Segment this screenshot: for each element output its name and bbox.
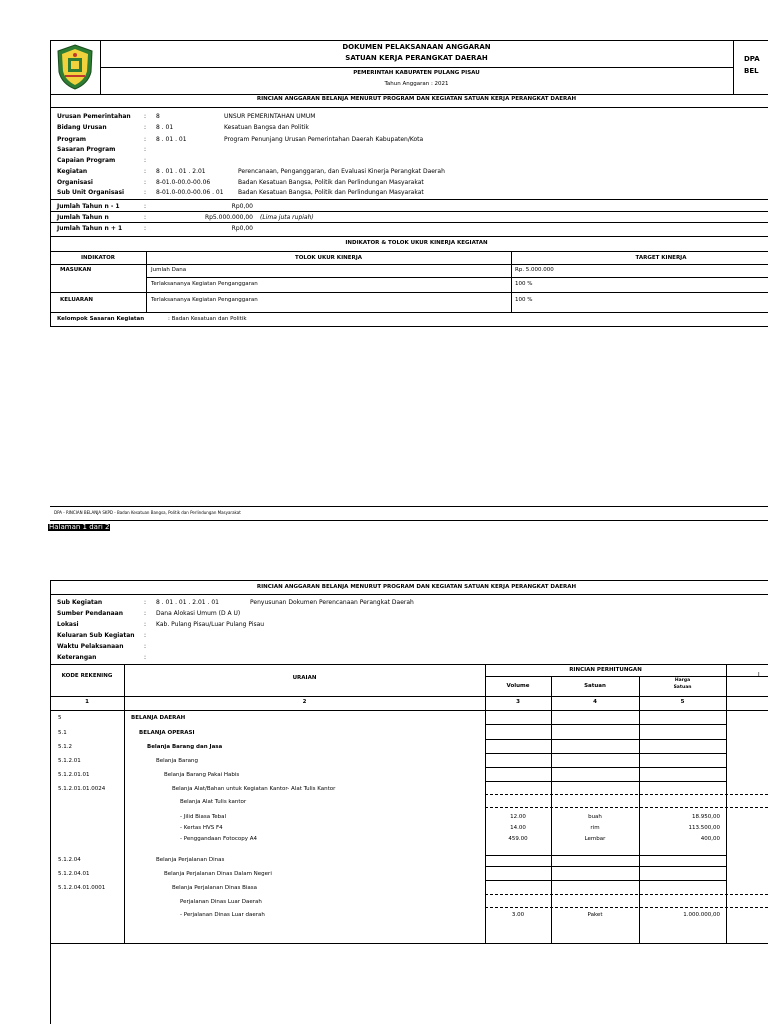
item-harga: 400,00 (700, 836, 720, 842)
colon: : (144, 113, 147, 120)
col-num-3: 3 (516, 699, 520, 705)
info-label: Organisasi (57, 179, 93, 186)
doc-code-label-2: BEL (744, 67, 759, 75)
colon: : (144, 599, 147, 606)
table-row-kode: 5.1.2.01 (58, 758, 81, 764)
info-desc: Perencanaan, Penganggaran, dan Evaluasi Kinerja Perangkat Daerah (238, 168, 445, 175)
masukan-label: MASUKAN (60, 267, 92, 273)
table-row-uraian: Belanja Alat Tulis kantor (180, 799, 247, 805)
col-harga-satuan: Satuan (673, 685, 692, 690)
info-label: Waktu Pelaksanaan (57, 643, 124, 650)
info-label: Sub Unit Organisasi (57, 189, 125, 196)
table-row-uraian: Belanja Perjalanan Dinas (156, 857, 225, 863)
jumlah-label: Jumlah Tahun n - 1 (57, 203, 120, 210)
info-desc: Penyusunan Dokumen Perencanaan Perangkat Daerah (250, 599, 414, 606)
col-tolok-ukur: TOLOK UKUR KINERJA (294, 255, 363, 261)
item-volume: 14.00 (510, 825, 526, 831)
col-num-1: 1 (85, 699, 89, 705)
rincian-title-2: RINCIAN ANGGARAN BELANJA MENURUT PROGRAM DAN KEGIATAN SATUAN KERJA PERANGKAT DAERAH (256, 584, 577, 590)
table-row-kode: 5.1.2.04 (58, 857, 81, 863)
jumlah-value: Rp0,00 (231, 203, 253, 210)
colon: : (144, 168, 147, 175)
info-code: 8 . 01 . 01 . 2.01 . 01 (156, 599, 219, 606)
table-row-uraian: BELANJA DAERAH (131, 715, 186, 721)
colon: : (144, 610, 147, 617)
info-code: 8-01.0-00.0-00.06 . 01 (156, 189, 224, 196)
col-num-4: 4 (593, 699, 597, 705)
item-volume: 3.00 (511, 912, 525, 918)
info-desc: Badan Kesatuan Bangsa, Politik dan Perlindungan Masyarakat (238, 179, 424, 186)
table-row-uraian: BELANJA OPERASI (139, 730, 195, 736)
info-label: Sumber Pendanaan (57, 610, 123, 617)
table-row-kode: 5.1.2 (58, 744, 72, 750)
info-desc: Program Penunjang Urusan Pemerintahan Daerah Kabupaten/Kota (224, 136, 424, 143)
tolok-ukur: Terlaksananya Kegiatan Penganggaran (151, 281, 258, 287)
colon: : (144, 179, 147, 186)
target-kinerja: 100 % (515, 281, 533, 287)
info-code: 8-01.0-00.0-00.06 (156, 179, 211, 186)
info-label: Sub Kegiatan (57, 599, 103, 606)
doc-title-1: DOKUMEN PELAKSANAAN ANGGARAN (342, 43, 491, 51)
col-volume: Volume (506, 683, 530, 689)
info-label: Urusan Pemerintahan (57, 113, 131, 120)
item-harga: 18.950,00 (692, 814, 720, 820)
table-row-kode: 5.1.2.04.01.0001 (58, 885, 106, 891)
colon: : (144, 157, 147, 164)
indikator-title: INDIKATOR & TOLOK UKUR KINERJA KEGIATAN (345, 240, 488, 246)
info-code: Kab. Pulang Pisau/Luar Pulang Pisau (156, 621, 265, 628)
colon: : (144, 654, 147, 661)
colon: : (144, 214, 147, 221)
target-kinerja: 100 % (515, 297, 533, 303)
colon: : (144, 643, 147, 650)
jumlah-value: Rp5.000.000,00 (204, 214, 253, 221)
item-satuan: buah (588, 814, 602, 820)
jumlah-label: Jumlah Tahun n + 1 (57, 225, 123, 232)
page-number: Halaman 1 dari 2 (49, 523, 110, 531)
kelompok-sasaran-label: Kelompok Sasaran Kegiatan (57, 316, 145, 322)
col-jumlah-partial: J (758, 672, 760, 678)
item-satuan: rim (590, 825, 600, 831)
item-harga: 1.000.000,00 (683, 912, 720, 918)
table-row-uraian: Belanja Barang (156, 758, 198, 764)
table-row-uraian: Belanja Perjalanan Dinas Biasa (172, 885, 257, 891)
doc-title-2: SATUAN KERJA PERANGKAT DAERAH (345, 54, 488, 62)
table-row-kode: 5.1.2.04.01 (58, 871, 90, 877)
col-uraian: URAIAN (292, 675, 317, 681)
info-desc: Badan Kesatuan Bangsa, Politik dan Perlindungan Masyarakat (238, 189, 424, 196)
pemerintah-label: PEMERINTAH KABUPATEN PULANG PISAU (353, 70, 480, 76)
table-row-uraian: Belanja Perjalanan Dinas Dalam Negeri (164, 871, 272, 877)
colon: : (144, 225, 147, 232)
jumlah-label: Jumlah Tahun n (57, 214, 109, 221)
doc-code-label: DPA (744, 55, 760, 63)
col-rincian-perhitungan: RINCIAN PERHITUNGAN (569, 667, 642, 673)
colon: : (144, 621, 147, 628)
item-uraian: - Kertas HVS F4 (180, 825, 223, 831)
info-code: 8 . 01 . 01 (156, 136, 187, 143)
jumlah-terbilang: (Lima juta rupiah) (260, 214, 314, 221)
col-num-5: 5 (680, 699, 685, 705)
item-volume: 12.00 (510, 814, 526, 820)
table-row-kode: 5.1.2.01.01 (58, 772, 90, 778)
info-label: Bidang Urusan (57, 124, 107, 131)
info-label: Lokasi (57, 621, 79, 628)
table-row-uraian: Belanja Alat/Bahan untuk Kegiatan Kantor- Alat Tulis Kantor (172, 786, 336, 792)
info-desc: Kesatuan Bangsa dan Politik (224, 124, 309, 131)
rincian-title: RINCIAN ANGGARAN BELANJA MENURUT PROGRAM DAN KEGIATAN SATUAN KERJA PERANGKAT DAERAH (256, 96, 577, 102)
colon: : (144, 146, 147, 153)
col-satuan: Satuan (584, 683, 606, 689)
keluaran-label: KELUARAN (60, 297, 93, 303)
info-code: 8 . 01 . 01 . 2.01 (156, 168, 206, 175)
page-footer-text: DPA - RINCIAN BELANJA SKPD - Badan Kesatuan Bangsa, Politik dan Perlindungan Masyarakat (54, 510, 241, 515)
col-indikator: INDIKATOR (80, 255, 115, 261)
col-kode-rekening: KODE REKENING (61, 673, 113, 679)
item-volume: 459.00 (508, 836, 528, 842)
kelompok-sasaran-value: : Badan Kesatuan dan Politik (168, 316, 247, 322)
item-satuan: Paket (587, 912, 603, 918)
item-harga: 113.500,00 (688, 825, 720, 831)
tahun-anggaran: Tahun Anggaran : 2021 (384, 81, 449, 87)
colon: : (144, 189, 147, 196)
table-row-uraian: Belanja Barang dan Jasa (147, 744, 223, 750)
info-desc: UNSUR PEMERINTAHAN UMUM (224, 113, 316, 120)
item-satuan: Lembar (584, 836, 606, 842)
col-num-2: 2 (302, 699, 307, 705)
info-label: Keluaran Sub Kegiatan (57, 632, 135, 639)
col-harga: Harga (674, 678, 691, 683)
info-code: Dana Alokasi Umum (D A U) (156, 610, 241, 617)
tolok-ukur: Jumlah Dana (151, 267, 187, 273)
colon: : (144, 136, 147, 143)
info-code: 8 . 01 (156, 124, 174, 131)
info-label: Capaian Program (57, 157, 116, 164)
colon: : (144, 632, 147, 639)
info-label: Program (57, 136, 87, 143)
tolok-ukur: Terlaksananya Kegiatan Penganggaran (151, 297, 258, 303)
info-label: Sasaran Program (57, 146, 116, 153)
colon: : (144, 203, 147, 210)
item-uraian: - Penggandaan Fotocopy A4 (180, 836, 258, 842)
item-uraian: - Jilid Biasa Tebal (180, 814, 227, 820)
target-kinerja: Rp. 5.000.000 (515, 267, 554, 273)
table-row-kode: 5 (58, 715, 62, 721)
table-row-uraian: Perjalanan Dinas Luar Daerah (180, 899, 262, 905)
table-row-uraian: Belanja Barang Pakai Habis (164, 772, 240, 778)
col-target: TARGET KINERJA (635, 255, 687, 261)
jumlah-value: Rp0,00 (231, 225, 253, 232)
info-code: 8 (156, 113, 160, 120)
info-label: Keterangan (57, 654, 97, 661)
colon: : (144, 124, 147, 131)
info-label: Kegiatan (57, 168, 88, 175)
table-row-kode: 5.1.2.01.01.0024 (58, 786, 106, 792)
table-row-kode: 5.1 (58, 730, 67, 736)
item-uraian: - Perjalanan Dinas Luar daerah (180, 912, 265, 918)
regency-logo-icon (55, 44, 95, 90)
